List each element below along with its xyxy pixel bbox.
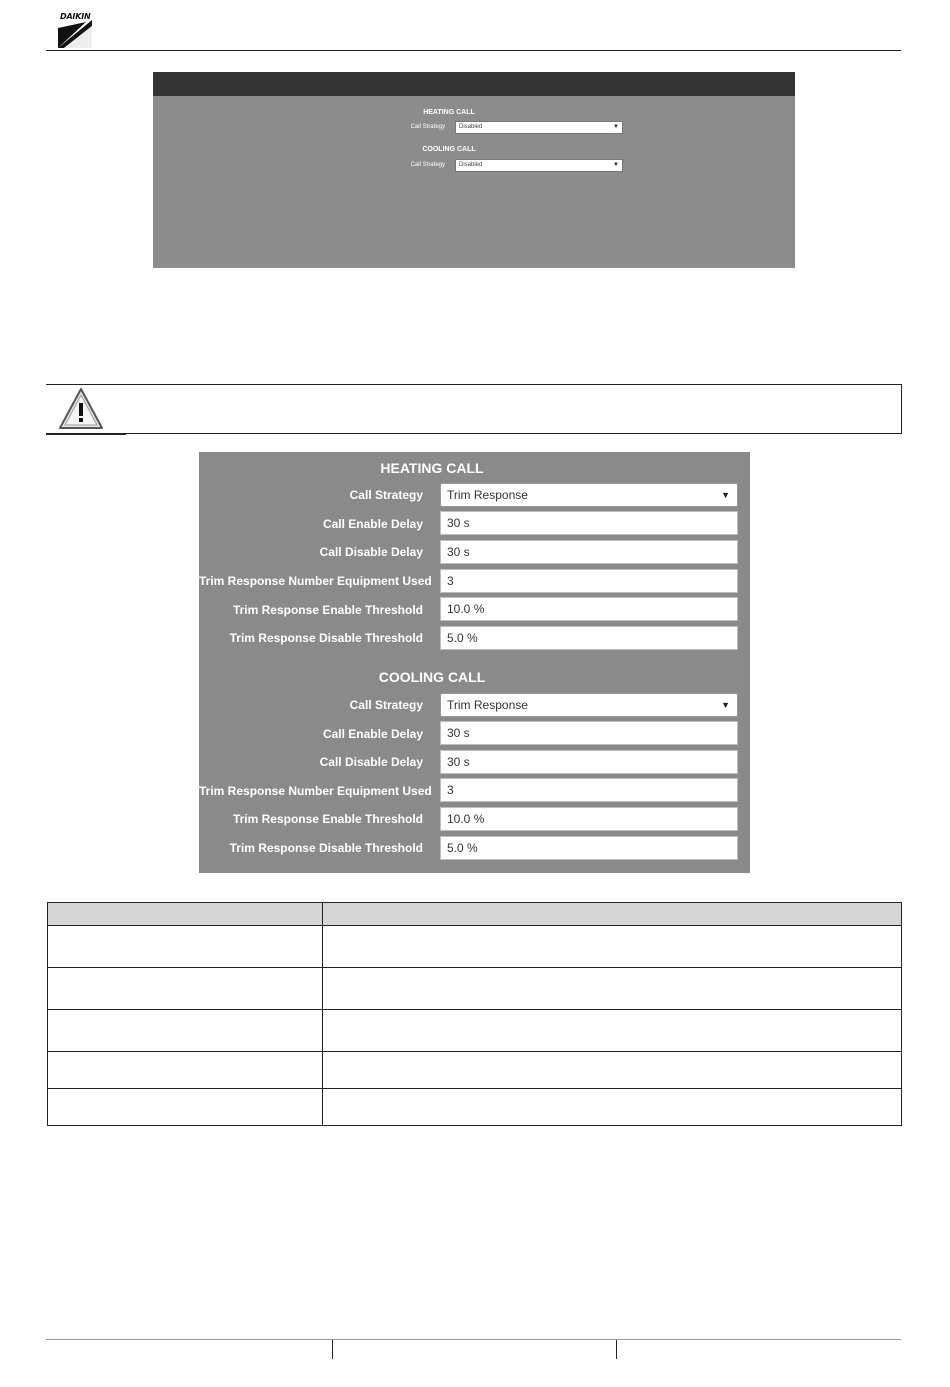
heating-call-strategy-select[interactable]	[440, 483, 738, 507]
cooling-call-strategy-label: Call Strategy	[349, 698, 423, 712]
header-rule	[46, 50, 901, 51]
small-heating-call-title: HEATING CALL	[423, 109, 475, 116]
daikin-logo	[56, 10, 94, 50]
heating-trim-response-disable-threshold-label: Trim Response Disable Threshold	[229, 631, 423, 645]
cooling-trim-response-enable-threshold-input[interactable]: 10.0 %	[440, 807, 738, 831]
table-cell	[48, 968, 323, 1010]
cooling-call-disable-delay-label: Call Disable Delay	[319, 755, 423, 769]
table-row	[48, 968, 902, 1010]
table-row	[48, 1052, 902, 1089]
table-row	[48, 1010, 902, 1052]
brand-name: DAIKIN	[60, 12, 91, 21]
chevron-down-icon: ▼	[721, 490, 730, 500]
cooling-trim-response-disable-threshold-label: Trim Response Disable Threshold	[229, 841, 423, 855]
table-row	[48, 926, 902, 968]
table-row	[48, 1089, 902, 1126]
warning-box	[46, 384, 902, 434]
heating-trim-response-enable-threshold-label: Trim Response Enable Threshold	[232, 603, 423, 617]
table-cell	[48, 1052, 323, 1089]
table-cell	[323, 1010, 902, 1052]
cooling-call-enable-delay-input[interactable]: 30 s	[440, 721, 738, 745]
cooling-trim-response-number-equipment-input[interactable]: 3	[440, 778, 738, 802]
heating-call-enable-delay-label: Call Enable Delay	[322, 517, 423, 531]
cooling-trim-response-enable-threshold-label: Trim Response Enable Threshold	[232, 812, 423, 826]
small-cooling-call-title: COOLING CALL	[422, 146, 476, 153]
small-heating-call-strategy-select[interactable]	[455, 121, 623, 134]
call-settings-panel	[199, 452, 750, 873]
heating-call-disable-delay-input[interactable]: 30 s	[440, 540, 738, 564]
table-cell	[323, 968, 902, 1010]
footer-rule	[46, 1339, 901, 1340]
heating-trim-response-disable-threshold-input[interactable]: 5.0 %	[440, 626, 738, 650]
heating-call-disable-delay-label: Call Disable Delay	[319, 545, 423, 559]
table-header-row	[48, 903, 902, 926]
heating-call-enable-delay-input[interactable]: 30 s	[440, 511, 738, 535]
table-header-cell	[323, 903, 902, 926]
chevron-down-icon: ▼	[721, 700, 730, 710]
heating-trim-response-number-equipment-label: Trim Response Number Equipment Used	[199, 574, 432, 588]
table-cell	[48, 1089, 323, 1126]
heating-trim-response-enable-threshold-input[interactable]: 10.0 %	[440, 597, 738, 621]
cooling-call-strategy-select[interactable]	[440, 693, 738, 717]
table-cell	[48, 1010, 323, 1052]
parameter-table	[47, 902, 902, 1127]
table-cell	[323, 1089, 902, 1126]
table-header-cell	[48, 903, 323, 926]
cooling-trim-response-number-equipment-label: Trim Response Number Equipment Used	[199, 784, 432, 798]
cooling-call-strategy-value: Trim Response	[447, 698, 528, 712]
footer-divider	[616, 1340, 617, 1359]
heating-trim-response-number-equipment-input[interactable]: 3	[440, 569, 738, 593]
cooling-call-title: COOLING CALL	[378, 669, 486, 685]
small-screenshot-titlebar	[153, 72, 795, 96]
chevron-down-icon: ▼	[613, 162, 619, 168]
small-heating-call-strategy-label: Call Strategy	[410, 124, 445, 130]
small-cooling-call-strategy-select[interactable]	[455, 159, 623, 172]
table-cell	[48, 926, 323, 968]
footer-divider	[332, 1340, 333, 1359]
warning-box-underline	[46, 433, 126, 435]
daikin-logo-icon	[56, 10, 94, 50]
warning-triangle-icon	[58, 387, 104, 430]
table-cell	[323, 1052, 902, 1089]
heating-call-strategy-value: Trim Response	[447, 488, 528, 502]
small-heating-call-strategy-value: Disabled	[459, 124, 483, 130]
cooling-trim-response-disable-threshold-input[interactable]: 5.0 %	[440, 836, 738, 860]
small-cooling-call-strategy-label: Call Strategy	[410, 162, 445, 168]
cooling-call-enable-delay-label: Call Enable Delay	[322, 727, 423, 741]
heating-call-title: HEATING CALL	[380, 460, 484, 476]
small-screenshot-panel	[153, 72, 795, 268]
table-cell	[323, 926, 902, 968]
small-cooling-call-strategy-value: Disabled	[459, 162, 483, 168]
chevron-down-icon: ▼	[613, 124, 619, 130]
heating-call-strategy-label: Call Strategy	[349, 488, 423, 502]
cooling-call-disable-delay-input[interactable]: 30 s	[440, 750, 738, 774]
